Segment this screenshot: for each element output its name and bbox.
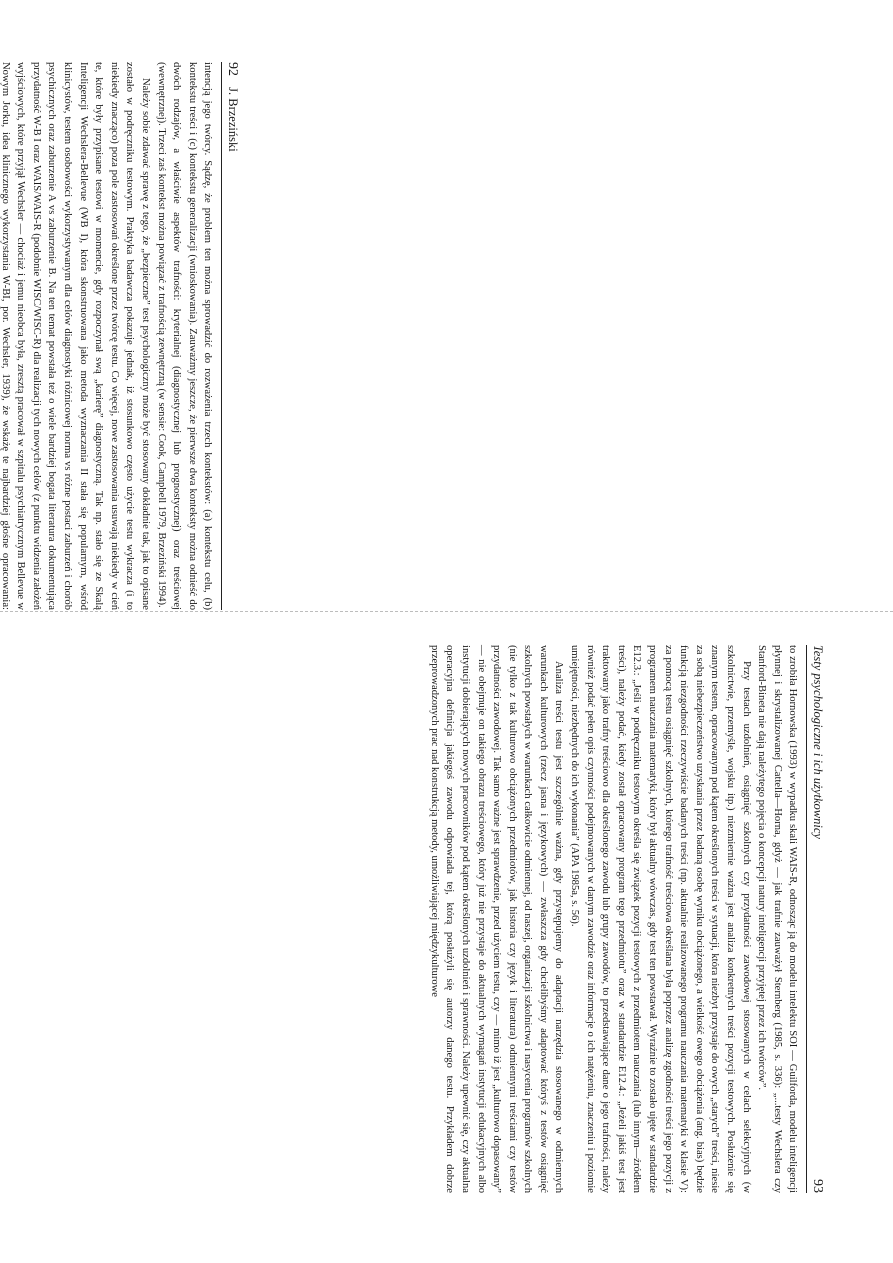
- paragraph: Przy testach uzdolnień, osiągnięć szkolnych czy przydatności zawodowej stosowanych w celach selekcyjnych (w szkolnictwie, przemyśle, wojsku itp.) niezmiernie ważna jest analiza konkretnych treści pozycji testowych. Posłużenie się znanym testem, opracowanym pod kątem określonych treści w sytuacji, która niezbyt przystaje do owych „starych” treści, niesie za sobą niebezpieczeństwo uzyskania przez badaną osobę wyniku obciążonego, a wielkość owego obciążenia (ang. bias) będzie funkcją niezgodności rzeczywiście badanych treści (np. aktualnie realizowanego programu nauczania matematyki w klasie V): za pomocą testu osiągnięć szkolnych, którego trafność treściowa określana była poprzez analizę zgodności treści jego pozycji z programem nauczania matematyki, który był aktualny wówczas, gdy test ten powstawał. Wyraźnie to zostało ujęte w standardzie E12.3.: „Jeśli w podręczniku testowym określa się związek pozycji testowych z przedmiotem nauczania (lub innym—źródłem treści), należy podać, kiedy został opracowany program tego przedmiotu” oraz w standardzie E12.4.: „Jeżeli jakiś test jest traktowany jako trafny treściowo dla określonego zawodu lub grupy zawodów, to przedstawiające dane o jego trafności, należy również podać pełen opis czynności podejmowanych w danym zawodzie oraz informacje o ich natężeniu, znaczeniu i poziomie umiejętności, niezbędnych do ich wykonania” (APA 1985a, s. 56).: [569, 645, 752, 1193]
- paragraph: to zrobiła Hornowska (1993) w wypadku skali WAIS-R, odnosząc ją do modelu intelektu SOI — Guilforda, modelu inteligencji płynnej i skrystalizowanej Cattella—Horna, gdyż — jak trafnie zauważył Sternberg (1985, s. 336): „...testy Wechslera czy Stanford-Bineta nie dają należytego pojęcia o koncepcji natury inteligencji przyjętej przez ich twórców”.: [756, 645, 799, 1193]
- page-number: 92: [225, 62, 240, 76]
- paragraph: intencją jego twórcy. Sądzę, że problem ten można sprowadzić do rozważenia trzech kontekstów: (a) kontekstu celu, (b) kontekstu treści i (c) kontekstu generalizacji (wnioskowania). Zauważmy jeszcze, że pierwsze dwa konteksty można odnieść do dwóch rodzajów, a właściwie aspektów trafności: kryterialnej (diagnostycznej lub prognostycznej) oraz treściowej (wewnętrznej). Trzeci zaś kontekst można powiązać z trafnością zewnętrzną (w sensie: Cook, Campbell 1979, Brzeziński 1994).: [155, 62, 214, 610]
- page-92: [0, 62, 240, 610]
- page-body: [0, 62, 215, 610]
- running-header-right: [806, 645, 825, 1193]
- paragraph: Należy sobie zdawać sprawę z tego, że „bezpieczne” test psychologiczny może być stosowany dokładnie tak, jak to opisane zostało w podręczniku testowym. Praktyka badawcza pokazuje jednak, iż stosunkowo często użycie testu wykracza (i to niekiedy znacząco) poza pole zastosowań określone przez twórcę testu. Co więcej, nowe zastosowania usuwają niekiedy w cień te, które były przypisane testowi w momencie, gdy rozpoczynał swą „karierę” diagnostyczną. Tak np. stało się ze Skalą Inteligencji Wechslera-Bellevue (WB I), która skonstruowana jako metoda wyznaczania II stała się popularnym, wśród klinicystów, testem osobowości wykorzystywanym dla celów diagnostyki różnicowej norma vs różne postaci zaburzeń i chorób psychicznych oraz zaburzenie A vs zaburzenie B. Na ten temat powstała też o wiele bardziej bogata literatura dokumentująca przydatność W-B I oraz WAIS/WAIS-R (podobnie WISC/WISC-R) dla realizacji tych nowych celów (z punktu widzenia założeń wyjściowych, które przyjął Wechsler — chociaż i jemu nieobca była, zresztą pracował w szpitalu psychiatrycznym Bellevue w Nowym Jorku, idea klinicznego wykorzystania W-BI, por. Wechsler, 1939), że wskażę te najbardziej głośne opracowania:: [0, 62, 152, 610]
- page-body: [426, 645, 800, 1193]
- running-header-left: [221, 62, 240, 610]
- author-name: J. Brzeziński: [226, 87, 240, 152]
- chapter-title: Testy psychologiczne i ich użytkownicy: [811, 645, 825, 839]
- paragraph: Analiza treści testu jest szczególnie ważna, gdy przystępujemy do adaptacji narzędzia stosowanego w odmiennych warunkach kulturowych (rzecz jasna i językowych) — zwłaszcza gdy chcielibyśmy adaptować któryś z testów osiągnięć szkolnych powstałych w warunkach całkowicie odmiennej, od naszej, organizacji szkolnictwa i nasycenia programów szkolnych (nie tylko z tak kulturowo obciążonych przedmiotów, jak historia czy język i literatura) odmiennymi treściami czy testów przydatności zawodowej. Tak samo ważne jest sprawdzenie, przed użyciem testu, czy — mimo iż jest „kulturowo dopasowany” — nie obejmuje on takiego obrazu treściowego, który już nie przystaje do aktualnych wymagań instytucji edukacyjnych albo instytucji dobierających nowych pracowników pod kątem określonych uzdolnień i sprawności. Należy upewnić się, czy aktualna operacyjna definicja jakiegoś zawodu odpowiada tej, którą posłużyli się autorzy danego testu. Przykładem dobrze przeprowadzonych prac nad konstrukcją metody, umożliwiającej międzykulturowe: [428, 645, 565, 1193]
- page-gutter: [0, 611, 893, 612]
- page-93: [426, 645, 825, 1193]
- page-number: 93: [810, 1179, 825, 1193]
